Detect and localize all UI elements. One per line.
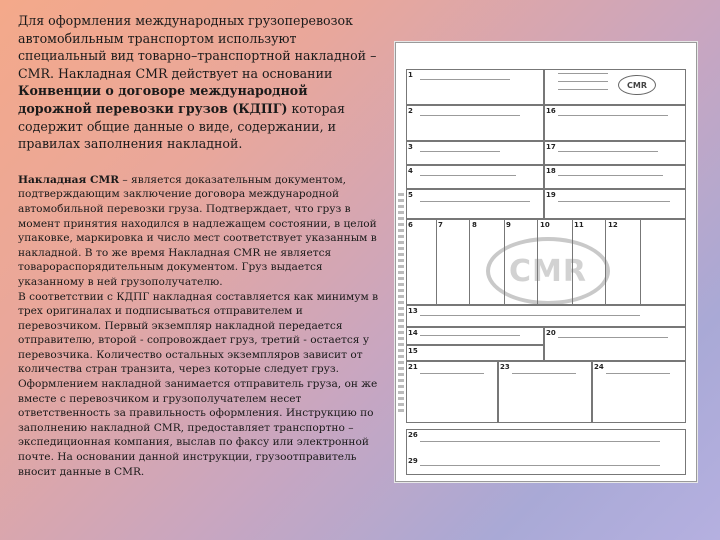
box-number: 21 (408, 363, 418, 371)
print-line (558, 201, 670, 202)
cmr-stamp: CMR (618, 75, 656, 95)
print-line (420, 201, 530, 202)
box-number: 10 (540, 221, 550, 229)
body-paragraph-2: В соответствии с КДПГ накладная составляется как минимум в трех оригиналах и подписываться отправителем и перевозчиком. Первый экземпляр накладной передается отправителю, второй - сопровождает груз, третий - остается у перевозчика. Количество остальных экземпляров зависит от количества стран транзита, через которые следует груз. Оформлением накладной занимается отправитель груза, он же вместе с перевозчиком и грузополучателем несет ответственность за правильность оформления. Инструкцию по заполнению накладной CMR, предоставляет транспортно – экспедиционная компания, выслав по факсу или электронной почте. На основании данной инструкции, грузоотправитель вносит данные в CMR. (18, 290, 379, 478)
form-box-23 (498, 361, 592, 423)
box-number: 16 (546, 107, 556, 115)
box-number: 4 (408, 167, 413, 175)
body-text-1: – является доказательным документом, подтверждающим заключение договора международной автомобильной перевозки груза. Подтверждает, что груз в момент принятия находился в надлежащем состоянии, в целой упаковке, маркировка и число мест соответствует указанным в накладной. В то же время Накладная CMR не является товарораспорядительным документом. Груз выдается указанному в ней грузополучателю. (18, 173, 377, 288)
body-bold-cmr: Накладная CMR (18, 173, 120, 186)
intro-bold-convention: Конвенции о договоре международной дорожной перевозки грузов (КДПГ) (18, 83, 308, 116)
box-number: 26 (408, 431, 418, 439)
print-line (558, 175, 663, 176)
print-line (420, 115, 520, 116)
form-box-19 (544, 189, 686, 219)
print-line (558, 337, 668, 338)
form-box-26 (406, 429, 686, 475)
box-number: 17 (546, 143, 556, 151)
cmr-form-image (395, 42, 697, 482)
box-number: 13 (408, 307, 418, 315)
box-number: 24 (594, 363, 604, 371)
body-text (18, 173, 383, 479)
box-number: 20 (546, 329, 556, 337)
print-line (420, 315, 640, 316)
print-line (558, 115, 668, 116)
form-box-3 (406, 141, 544, 165)
box-number: 8 (472, 221, 477, 229)
form-box-5 (406, 189, 544, 219)
box-number: 6 (408, 221, 413, 229)
box-number: 18 (546, 167, 556, 175)
box-number: 1 (408, 71, 413, 79)
box-number: 9 (506, 221, 511, 229)
print-line (420, 373, 484, 374)
goods-col-9 (504, 219, 538, 305)
print-line (558, 89, 608, 90)
box-number: 11 (574, 221, 584, 229)
box-number: 14 (408, 329, 418, 337)
form-box-24 (592, 361, 686, 423)
intro-paragraph (18, 12, 383, 153)
form-box-17 (544, 141, 686, 165)
print-line (420, 175, 516, 176)
print-line (512, 373, 576, 374)
form-box-1 (406, 69, 544, 105)
box-number: 3 (408, 143, 413, 151)
box-number: 12 (608, 221, 618, 229)
intro-text-2: которая содержит общие данные о виде, содержании, и правилах заполнения накладной. (18, 100, 345, 152)
box-number: 15 (408, 347, 418, 355)
goods-col-7 (436, 219, 470, 305)
form-box-18 (544, 165, 686, 189)
form-box-2 (406, 105, 544, 141)
text-column (18, 12, 383, 479)
box-number: 19 (546, 191, 556, 199)
form-side-text (398, 193, 404, 413)
print-line (558, 73, 608, 74)
form-box-16 (544, 105, 686, 141)
intro-text-1: Для оформления международных грузоперевозок автомобильным транспортом используют специальный вид товарно–транспортной накладной – CMR. Накладная CMR действует на основании (18, 13, 377, 81)
print-line (420, 465, 660, 466)
print-line (420, 79, 510, 80)
box-number: 7 (438, 221, 443, 229)
form-box-22 (406, 361, 498, 423)
box-number: 23 (500, 363, 510, 371)
goods-col-12 (640, 219, 686, 305)
cmr-watermark: CMR (486, 237, 610, 305)
form-box-header-right (544, 69, 686, 105)
print-line (558, 151, 658, 152)
form-box-15 (406, 345, 544, 361)
box-number: 5 (408, 191, 413, 199)
print-line (558, 81, 608, 82)
print-line (420, 335, 520, 336)
box-number: 29 (408, 457, 418, 465)
box-number: 2 (408, 107, 413, 115)
print-line (420, 151, 500, 152)
print-line (420, 441, 660, 442)
goods-col-11 (572, 219, 606, 305)
body-paragraph-1 (18, 173, 383, 290)
form-box-20 (544, 327, 686, 361)
print-line (606, 373, 670, 374)
form-box-4 (406, 165, 544, 189)
